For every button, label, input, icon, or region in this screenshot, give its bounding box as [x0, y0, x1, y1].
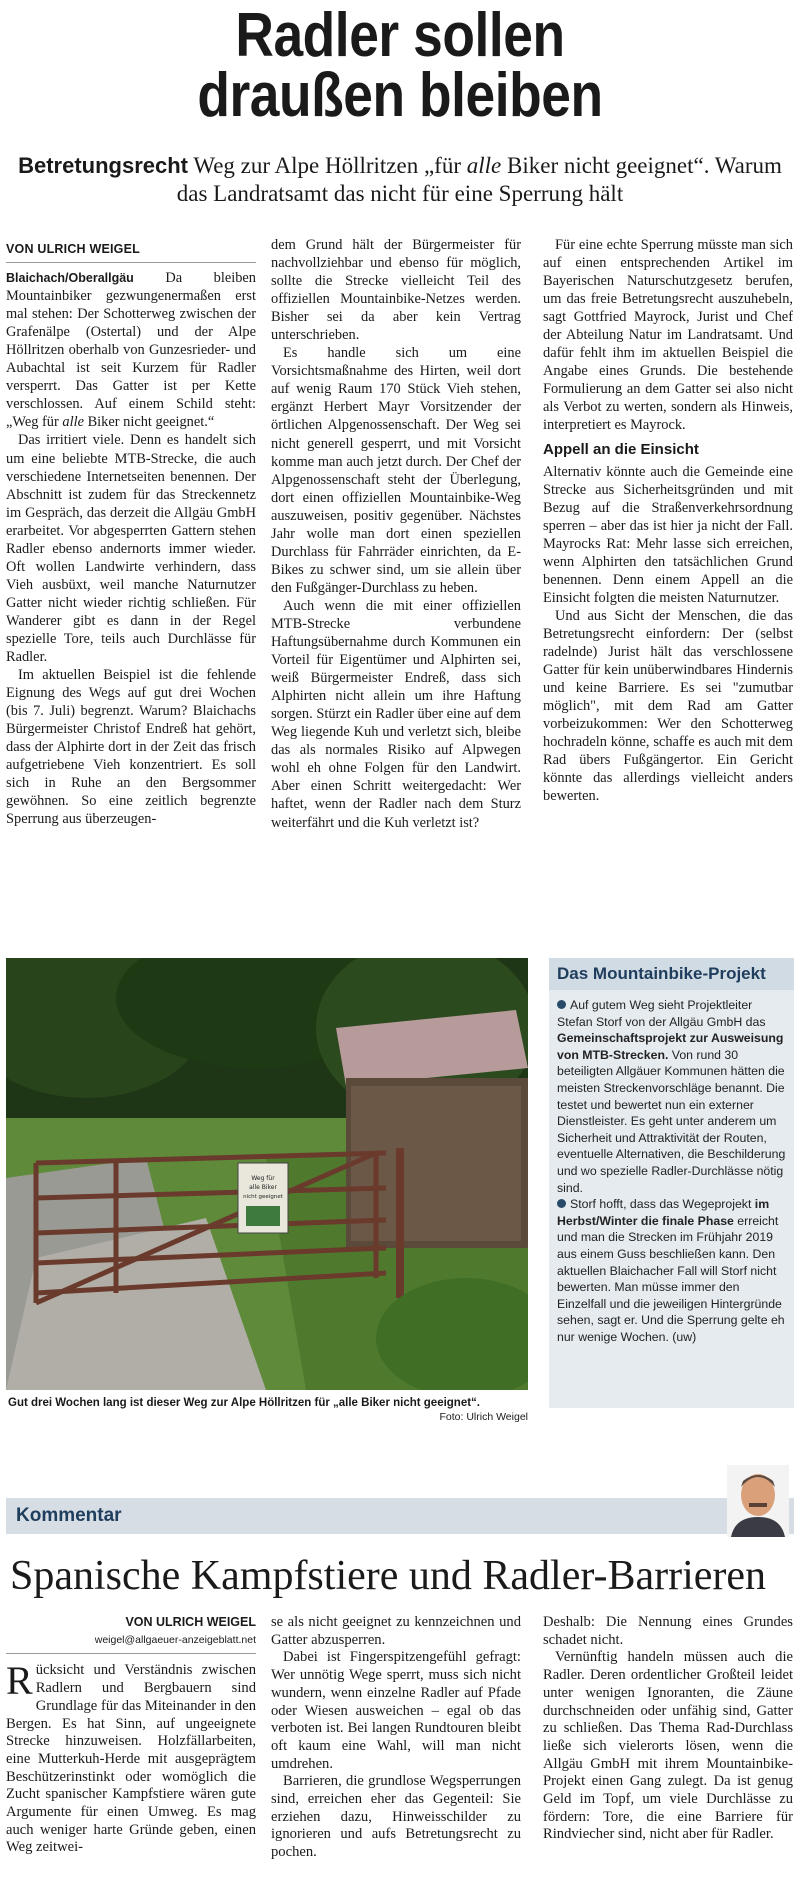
article-column-1 [6, 240, 256, 829]
gate-photo [6, 958, 528, 1390]
article-paragraph: Für eine echte Sperrung müsste man sich auf einen entsprechenden Artikel im Bayerischen Naturschutzgesetz berufen, um das freie Betretungsrecht auszuhebeln, sagt Gottfried Mayrock, Jurist und Chef der Abteilung Natur im Landratsamt. Und dafür fehlt ihm im aktuellen Beispiel die Angabe eines Grunds. Die bestehende Formulierung an dem Gatter sei also nicht als Verbot zu werten, sondern als Hinweis, interpretiert es Mayrock. [543, 237, 793, 434]
deck-text-italic: alle [466, 153, 502, 178]
article-paragraph: Auch wenn die mit einer offiziellen MTB-Strecke verbundene Haftungsübernahme durch Kommunen ein Vorteil für Eigentümer und Alphirten sei, weiß Bürgermeister Endreß, dass sich Alphirten nicht allein um ihre Haftung sorgen. Stürzt ein Radler über eine auf dem Weg liegende Kuh und verletzt sich, bleibe das als normales Risiko auf Alpwegen wohl eh ohne Folgen für den Landwirt. Aber einen Schritt weitergedacht: Wer haftet, wenn der Radler nach dem Sturz weiterfährt und die Kuh verletzt ist? [271, 597, 521, 831]
article-paragraph: Alternativ könnte auch die Gemeinde eine Strecke aus Sicherheitsgründen und mit Bezug auf die Straßenverkehrsordnung sperren – aber das ist hier ja nicht der Fall. Mayrocks Rat: Mehr lasse sich erreichen, wenn Alphirten den tatsächlichen Grund benennen. Denn einem Appell an die Einsicht folgten die meisten Naturnutzer. [543, 463, 793, 606]
kommentar-headline: Spanische Kampfstiere und Radler-Barrieren [10, 1553, 767, 1599]
deck-kicker: Betretungsrecht [18, 153, 188, 178]
dropcap: R [6, 1658, 33, 1704]
info-text: Storf hofft, dass das Wegeprojekt [570, 1197, 755, 1212]
kommentar-text: ücksicht und Verständnis zwischen Radlern und Bergbauern sind Grundlage für das Miteinander in den Bergen. Es hat Sinn, auf ungeeignete Strecke hinzuweisen. Holzfällarbeiten, eine Mutterkuh-Herde mit ausgeprägtem Beschützerinstinkt oder womöglich die Zucht spanischer Kampfstiere wären gute Argumente für einen Umweg. Es mag auch weniger harte Gründe geben, einen Weg zeitwei- [6, 1662, 256, 1856]
info-text-bold: Gemeinschaftsprojekt zur Ausweisung von MTB-Strecken. [557, 1031, 784, 1062]
article-text: Biker nicht geeignet.“ [83, 414, 215, 431]
deck [14, 152, 786, 208]
article-text: Da bleiben Mountainbiker gezwungenermaßen erst mal stehen: Der Schotterweg zwischen der Grafenälpe (Ostertal) und der Alpe Höllritzen oberhalb von Gunzesrieder- und Aubachtal ist seit Kurzem für Radler versperrt. Das Gatter ist per Kette verschlossen. Auf einem Schild steht: „Weg für [6, 270, 256, 431]
article-paragraph [6, 269, 256, 431]
photo-credit: Foto: Ulrich Weigel [439, 1411, 528, 1423]
kommentar-email: weigel@allgaeuer-anzeigeblatt.net [6, 1632, 256, 1655]
kommentar-column-2 [271, 1614, 521, 1862]
article-paragraph: dem Grund hält der Bürgermeister für nachvollziehbar und ebenso für möglich, sollte die Strecke vielleicht Teil des offiziellen Mountainbike-Netzes werden. Bisher sei da aber kein Vertrag unterschrieben. [271, 237, 521, 344]
kommentar-column-1 [6, 1614, 256, 1857]
info-text: erreicht und man die Strecken im Frühjahr 2019 aus einem Guss beschließen kann. Den aktuellen Blaichacher Fall will Storf nicht bewerten. Man müsse immer den Einzelfall und die jeweiligen Hintergründe sehen, sagt er. Und die Sperrung gelte eh nur wenige Wochen. (uw) [557, 1213, 785, 1344]
kommentar-paragraph: Deshalb: Die Nennung eines Grundes schadet nicht. [543, 1614, 793, 1648]
article-paragraph: Das irritiert viele. Denn es handelt sich um eine beliebte MTB-Strecke, die auch verschiedene Internetseiten benennen. Der Abschnitt ist zudem für das Streckennetz im Gespräch, das derzeit die Allgäu GmbH erarbeitet. Vor abgesperrten Gattern stehen Radler ebenso andernorts immer wieder. Oft wollen Landwirte verhindern, dass Vieh ausbüxt, weil manche Naturnutzer Gatter nicht wieder richtig schließen. Für Wanderer gibt es dann in der Regel spezielle Tore, teils auch Durchlässe für Radler. [6, 432, 256, 666]
headline [56, 1, 744, 130]
gate-photo-illustration [6, 958, 528, 1390]
kommentar-label: Kommentar [16, 1505, 122, 1526]
article-paragraph: Und aus Sicht der Menschen, die das Betretungsrecht einfordern: Der (selbst radelnde) Jurist hält das verschlossene Gatter für kein unüberwindbares Hindernis und keine Barriere. Es sei "zumutbar möglich", mit dem Rad am Gatter vorbeizukommen: Wer den Schotterweg hochradeln könne, schaffe es auch mit dem Rad übers Fußgängertor. Ein Gericht könnte das allerdings vielleicht anders bewerten. [543, 607, 793, 805]
kommentar-paragraph [6, 1658, 256, 1857]
bullet-icon [557, 1000, 566, 1009]
info-text: Auf gutem Weg sieht Projektleiter Stefan Storf von der Allgäu GmbH das [557, 998, 766, 1029]
info-box [549, 958, 794, 1408]
dateline: Blaichach/Oberallgäu [6, 271, 134, 286]
byline: VON ULRICH WEIGEL [6, 240, 256, 263]
sign-text-line-1: Weg für [251, 1175, 275, 1182]
deck-text-b: Biker nicht geeignet“. Warum das Landratsamt das nicht für eine Sperrung hält [176, 153, 782, 206]
headline-line-2: draußen bleiben [197, 61, 603, 130]
article-paragraph: Im aktuellen Beispiel ist die fehlende Eignung des Wegs auf gut drei Wochen (bis 7. Juli) begrenzt. Warum? Blaichachs Bürgermeister Christof Endreß hat gehört, dass der Alphirte dort in der Zeit das frisch aufgetriebene Vieh konzentriert. Es soll sich in Ruhe an den Bergsommer gewöhnen. So eine zeitlich begrenzte Sperrung aus überzeugen- [6, 667, 256, 828]
info-box-paragraph [557, 1196, 786, 1345]
kommentar-paragraph: Barrieren, die grundlose Wegsperrungen sind, erreichen eher das Gegenteil: Sie erziehen dazu, Hinweisschilder zu ignorieren und aufs Betretungsrecht zu pochen. [271, 1773, 521, 1861]
sign-text-line-3: nicht geeignet [243, 1194, 283, 1200]
info-box-body [549, 990, 794, 1352]
bullet-icon [557, 1199, 566, 1208]
sign-text-line-2: alle Biker [249, 1184, 277, 1191]
kommentar-column-3 [543, 1614, 793, 1844]
article-column-3 [543, 236, 793, 805]
kommentar-paragraph: Vernünftig handeln müssen auch die Radler. Deren ordentlicher Großteil leidet unter wenigen Ignoranten, die Zäune durchschneiden oder unfähig sind, Gatter zu schließen. Das Thema Rad-Durchlass ließe sich vielerorts lösen, wenn die Allgäu GmbH mit ihrem Mountainbike-Projekt einen Gang zulegt. Da ist genug Geld im Topf, um viele Durchlässe zu fördern: Tore, die eine Barriere für Rindviecher sind, nicht aber für Radler. [543, 1649, 793, 1843]
author-portrait [727, 1465, 789, 1537]
kommentar-paragraph: se als nicht geeignet zu kennzeichnen und Gatter abzusperren. [271, 1614, 521, 1648]
info-text: Von rund 30 beteiligten Allgäuer Kommunen hätten die meisten Streckenvorschläge benannt. Die testet und bewertet nun ein externer Dienstleister. Es geht unter anderem um Sicherheit und Attraktivität der Routen, eventuelle Alternativen, die Beschilderung und wo spezielle Radler-Durchlässe nötig sind. [557, 1047, 786, 1195]
info-text-bold: im Herbst/Winter die finale Phase [557, 1197, 770, 1228]
caption-text: Gut drei Wochen lang ist dieser Weg zur Alpe Höllritzen für „alle Biker nicht geeignet“. [8, 1397, 481, 1409]
article-column-2 [271, 236, 521, 832]
deck-text-a: Weg zur Alpe Höllritzen „für [188, 153, 467, 178]
article-paragraph: Es handle sich um eine Vorsichtsmaßnahme des Hirten, weil dort auf wenig Raum 170 Stück Vieh stehen, ergänzt Herbert Mayr Vorsitzender der örtlichen Alpgenossenschaft. Der Weg sei nicht generell gesperrt, und mit Vorsicht komme man auch jetzt durch. Der Chef der Alpgenossenschaft steht der Überlegung, dort einen offiziellen Mountainbike-Weg auszuweisen, positiv gegenüber. Nächstes Jahr wolle man dort einen speziellen Durchlass für Fahrräder einrichten, da E-Bikes zu schwer sind, um sie allein über den Fußgänger-Durchlass zu heben. [271, 345, 521, 596]
article-text-italic: alle [62, 414, 84, 431]
kommentar-byline: VON ULRICH WEIGEL [125, 1615, 256, 1629]
info-box-paragraph [557, 997, 786, 1196]
photo-caption [8, 1396, 528, 1424]
subheading: Appell an die Einsicht [543, 440, 699, 458]
kommentar-paragraph: Dabei ist Fingerspitzengefühl gefragt: Wer unnötig Wege sperrt, muss sich nicht wundern, wenn einzelne Radler auf Pfade oder Wiesen ausweichen – egal ob das verboten ist. Bei langen Rundtouren bleibt oft kaum eine Wahl, will man nicht umdrehen. [271, 1649, 521, 1772]
info-box-title: Das Mountainbike-Projekt [549, 958, 794, 990]
kommentar-bar [6, 1498, 794, 1534]
portrait-image [727, 1465, 789, 1537]
headline-line-1: Radler sollen [235, 1, 565, 70]
